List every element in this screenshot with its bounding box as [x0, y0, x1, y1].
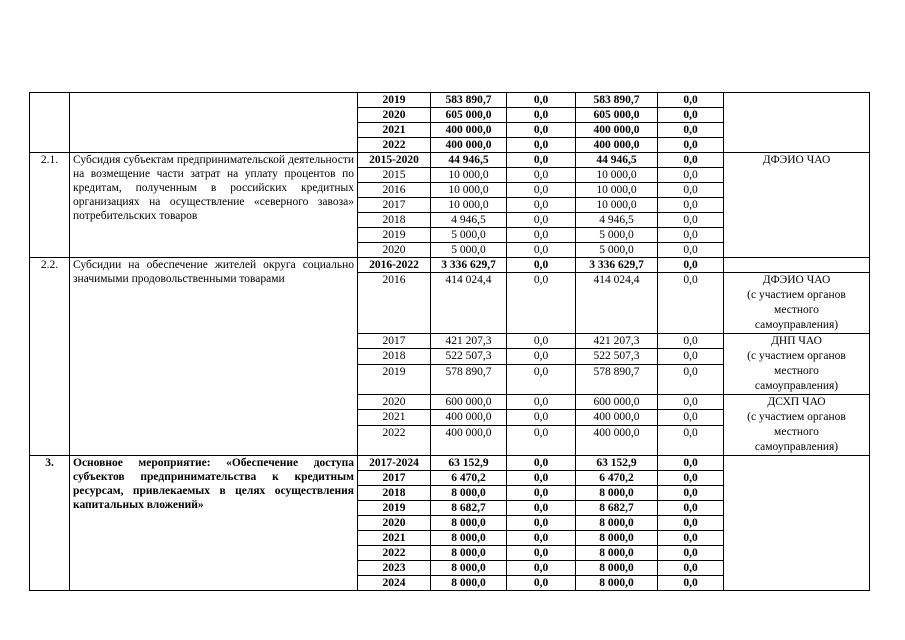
year-cell: 2015: [358, 168, 431, 183]
table-row: [30, 258, 870, 273]
responsible-line: местного: [774, 365, 819, 377]
year-cell: 2022: [358, 546, 431, 561]
year-cell: 2021: [358, 410, 431, 425]
value-cell: 0,0: [507, 364, 576, 395]
responsible-line: ДСХП ЧАО: [767, 396, 826, 408]
value-cell: 0,0: [658, 546, 724, 561]
value-cell: 0,0: [507, 576, 576, 591]
year-cell: 2017: [358, 334, 431, 349]
value-cell: 8 682,7: [576, 501, 658, 516]
total-cell: 400 000,0: [431, 425, 507, 456]
value-cell: 63 152,9: [576, 456, 658, 471]
responsible-line: самоуправления): [754, 441, 839, 453]
value-cell: 5 000,0: [576, 243, 658, 258]
value-cell: 0,0: [658, 93, 724, 108]
description-cell: [70, 93, 358, 153]
value-cell: 583 890,7: [576, 93, 658, 108]
item-number: 2.1.: [30, 153, 70, 258]
total-cell: 600 000,0: [431, 395, 507, 410]
value-cell: 44 946,5: [576, 153, 658, 168]
value-cell: 0,0: [658, 486, 724, 501]
table-row: [30, 153, 870, 168]
year-cell: 2022: [358, 425, 431, 456]
value-cell: 0,0: [507, 334, 576, 349]
value-cell: 0,0: [507, 501, 576, 516]
value-cell: 8 000,0: [576, 486, 658, 501]
total-cell: 414 024,4: [431, 273, 507, 334]
total-cell: 8 000,0: [431, 576, 507, 591]
year-cell: 2017-2024: [358, 456, 431, 471]
value-cell: 0,0: [507, 228, 576, 243]
value-cell: 0,0: [658, 138, 724, 153]
responsible-cell: [724, 273, 870, 334]
value-cell: 8 000,0: [576, 546, 658, 561]
value-cell: 414 024,4: [576, 273, 658, 334]
year-cell: 2020: [358, 516, 431, 531]
item-description: Субсидии на обеспечение жителей округа социально значимыми продовольственными товарами: [70, 258, 358, 456]
value-cell: 0,0: [507, 456, 576, 471]
year-cell: 2020: [358, 395, 431, 410]
value-cell: 8 000,0: [576, 576, 658, 591]
total-cell: 8 000,0: [431, 486, 507, 501]
value-cell: 421 207,3: [576, 334, 658, 349]
total-cell: 5 000,0: [431, 243, 507, 258]
total-cell: 63 152,9: [431, 456, 507, 471]
responsible-cell: [724, 334, 870, 395]
value-cell: 578 890,7: [576, 364, 658, 395]
value-cell: 0,0: [507, 395, 576, 410]
value-cell: 0,0: [507, 516, 576, 531]
table-row: [30, 93, 870, 108]
value-cell: 0,0: [658, 258, 724, 273]
value-cell: 0,0: [507, 273, 576, 334]
table-row: [30, 456, 870, 471]
value-cell: 8 000,0: [576, 531, 658, 546]
total-cell: 522 507,3: [431, 349, 507, 364]
budget-table: [29, 92, 870, 591]
responsible-line: самоуправления): [754, 319, 839, 331]
value-cell: 0,0: [658, 561, 724, 576]
value-cell: 0,0: [507, 258, 576, 273]
value-cell: 0,0: [507, 123, 576, 138]
value-cell: 0,0: [507, 546, 576, 561]
value-cell: 0,0: [658, 349, 724, 364]
responsible-cell: [724, 258, 870, 273]
value-cell: 8 000,0: [576, 516, 658, 531]
total-cell: 400 000,0: [431, 138, 507, 153]
year-cell: 2022: [358, 138, 431, 153]
year-cell: 2015-2020: [358, 153, 431, 168]
value-cell: 605 000,0: [576, 108, 658, 123]
value-cell: 0,0: [507, 425, 576, 456]
total-cell: 400 000,0: [431, 410, 507, 425]
total-cell: 8 000,0: [431, 546, 507, 561]
responsible-line: самоуправления): [754, 380, 839, 392]
value-cell: 10 000,0: [576, 183, 658, 198]
total-cell: 5 000,0: [431, 228, 507, 243]
value-cell: 0,0: [658, 456, 724, 471]
responsible-line: (с участием органов: [747, 411, 846, 423]
responsible-cell: [724, 395, 870, 456]
year-cell: 2016: [358, 273, 431, 334]
year-cell: 2019: [358, 501, 431, 516]
value-cell: 0,0: [658, 213, 724, 228]
total-cell: 578 890,7: [431, 364, 507, 395]
year-cell: 2019: [358, 228, 431, 243]
value-cell: 0,0: [507, 183, 576, 198]
value-cell: 0,0: [658, 364, 724, 395]
value-cell: 0,0: [658, 410, 724, 425]
value-cell: 0,0: [507, 108, 576, 123]
responsible-cell: [724, 93, 870, 153]
year-cell: 2019: [358, 364, 431, 395]
total-cell: 605 000,0: [431, 108, 507, 123]
responsible-cell: [724, 456, 870, 591]
item-description: Основное мероприятие: «Обеспечение доступа субъектов предпринимательства к кредитным ресурсам, привлекаемых в целях осуществления капитальных вложений»: [70, 456, 358, 591]
year-cell: 2019: [358, 93, 431, 108]
value-cell: 0,0: [658, 516, 724, 531]
year-cell: 2021: [358, 123, 431, 138]
value-cell: 0,0: [507, 410, 576, 425]
value-cell: 400 000,0: [576, 425, 658, 456]
value-cell: 0,0: [507, 213, 576, 228]
year-cell: 2016-2022: [358, 258, 431, 273]
value-cell: 0,0: [658, 425, 724, 456]
year-cell: 2016: [358, 183, 431, 198]
total-cell: 8 000,0: [431, 561, 507, 576]
total-cell: 3 336 629,7: [431, 258, 507, 273]
value-cell: 0,0: [507, 93, 576, 108]
value-cell: 0,0: [507, 561, 576, 576]
total-cell: 44 946,5: [431, 153, 507, 168]
value-cell: 0,0: [658, 198, 724, 213]
value-cell: 0,0: [658, 471, 724, 486]
value-cell: 4 946,5: [576, 213, 658, 228]
value-cell: 0,0: [507, 471, 576, 486]
year-cell: 2021: [358, 531, 431, 546]
total-cell: 4 946,5: [431, 213, 507, 228]
value-cell: 0,0: [658, 273, 724, 334]
year-cell: 2017: [358, 198, 431, 213]
total-cell: 8 000,0: [431, 531, 507, 546]
value-cell: 5 000,0: [576, 228, 658, 243]
year-cell: 2020: [358, 108, 431, 123]
value-cell: 0,0: [658, 108, 724, 123]
total-cell: 421 207,3: [431, 334, 507, 349]
value-cell: 0,0: [658, 183, 724, 198]
responsible-cell: ДФЭИО ЧАО: [724, 153, 870, 258]
value-cell: 3 336 629,7: [576, 258, 658, 273]
total-cell: 6 470,2: [431, 471, 507, 486]
table-body: [30, 93, 870, 591]
total-cell: 583 890,7: [431, 93, 507, 108]
total-cell: 10 000,0: [431, 183, 507, 198]
total-cell: 10 000,0: [431, 198, 507, 213]
value-cell: 400 000,0: [576, 123, 658, 138]
value-cell: 10 000,0: [576, 168, 658, 183]
value-cell: 0,0: [658, 123, 724, 138]
total-cell: 400 000,0: [431, 123, 507, 138]
value-cell: 0,0: [507, 531, 576, 546]
value-cell: 0,0: [507, 138, 576, 153]
value-cell: 0,0: [507, 349, 576, 364]
value-cell: 10 000,0: [576, 198, 658, 213]
year-cell: 2023: [358, 561, 431, 576]
value-cell: 8 000,0: [576, 561, 658, 576]
value-cell: 0,0: [658, 501, 724, 516]
item-number: 2.2.: [30, 258, 70, 456]
number-cell: [30, 93, 70, 153]
total-cell: 10 000,0: [431, 168, 507, 183]
responsible-line: (с участием органов: [747, 350, 846, 362]
value-cell: 522 507,3: [576, 349, 658, 364]
responsible-line: ДФЭИО ЧАО: [762, 274, 831, 286]
value-cell: 0,0: [658, 243, 724, 258]
value-cell: 0,0: [658, 168, 724, 183]
year-cell: 2024: [358, 576, 431, 591]
value-cell: 0,0: [658, 531, 724, 546]
value-cell: 6 470,2: [576, 471, 658, 486]
year-cell: 2018: [358, 213, 431, 228]
responsible-line: местного: [774, 304, 819, 316]
value-cell: 0,0: [658, 228, 724, 243]
value-cell: 0,0: [507, 486, 576, 501]
year-cell: 2020: [358, 243, 431, 258]
value-cell: 0,0: [658, 334, 724, 349]
value-cell: 0,0: [658, 576, 724, 591]
total-cell: 8 000,0: [431, 516, 507, 531]
value-cell: 400 000,0: [576, 138, 658, 153]
value-cell: 0,0: [507, 198, 576, 213]
item-description: Субсидия субъектам предпринимательской деятельности на возмещение части затрат на уплату процентов по кредитам, полученным в российских кредитных организациях на осуществление «северного завоза» потребительских товаров: [70, 153, 358, 258]
year-cell: 2017: [358, 471, 431, 486]
total-cell: 8 682,7: [431, 501, 507, 516]
item-number: 3.: [30, 456, 70, 591]
value-cell: 600 000,0: [576, 395, 658, 410]
value-cell: 0,0: [507, 153, 576, 168]
responsible-line: ДНП ЧАО: [771, 335, 822, 347]
responsible-line: (с участием органов: [747, 289, 846, 301]
value-cell: 0,0: [507, 243, 576, 258]
value-cell: 400 000,0: [576, 410, 658, 425]
year-cell: 2018: [358, 349, 431, 364]
value-cell: 0,0: [507, 168, 576, 183]
value-cell: 0,0: [658, 395, 724, 410]
responsible-line: местного: [774, 426, 819, 438]
year-cell: 2018: [358, 486, 431, 501]
value-cell: 0,0: [658, 153, 724, 168]
